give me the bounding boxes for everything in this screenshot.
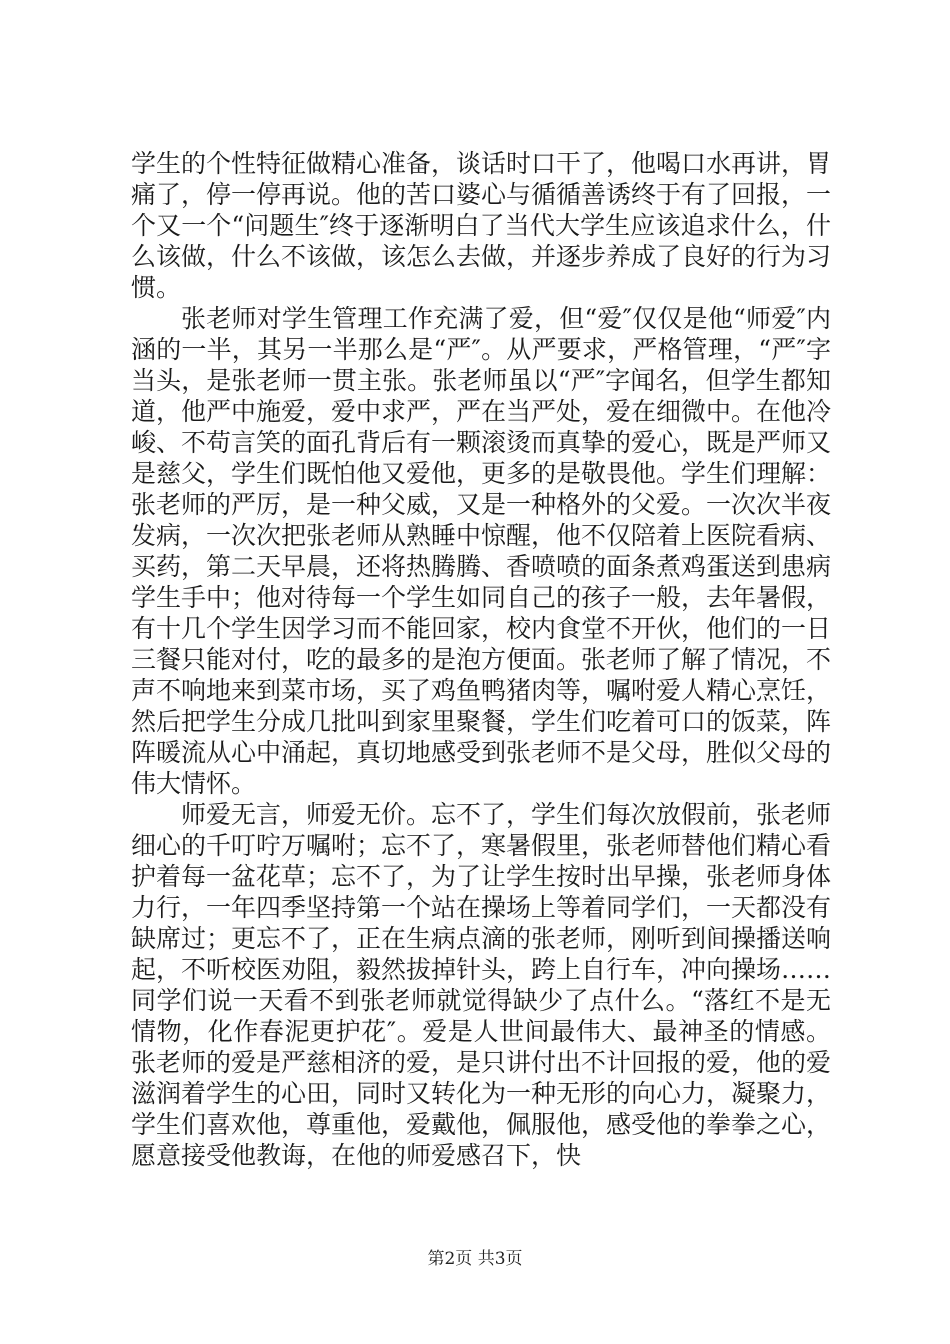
- page-number-footer: 第2页 共3页: [427, 1249, 523, 1269]
- paragraph-strict-love: 张老师对学生管理工作充满了爱，但“爱″仅仅是他“师爱″内涵的一半，其另一半那么是“严″。从严要求，严格管理，“严″字当头，是张老师一贯主张。张老师虽以“严″字闻名，但学生都知道，他严中施爱，爱中求严，严在当严处，爱在细微中。在他冷峻、不苟言笑的面孔背后有一颗滚烫而真挚的爱心，既是严师又是慈父，学生们既怕他又爱他，更多的是敬畏他。学生们理解：张老师的严厉，是一种父威，又是一种格外的父爱。一次次半夜发病，一次次把张老师从熟睡中惊醒，他不仅陪着上医院看病、买药，第二天早晨，还将热腾腾、香喷喷的面条煮鸡蛋送到患病学生手中；他对待每一个学生如同自己的孩子一般，去年暑假，有十几个学生因学习而不能回家，校内食堂不开伙，他们的一日三餐只能对付，吃的最多的是泡方便面。张老师了解了情况，不声不响地来到菜市场，买了鸡鱼鸭猪肉等，嘱咐爱人精心烹饪，然后把学生分成几批叫到家里聚餐，学生们吃着可口的饭菜，阵阵暖流从心中涌起，真切地感受到张老师不是父母，胜似父母的伟大情怀。: [131, 304, 832, 798]
- paragraph-continuation: 学生的个性特征做精心准备，谈话时口干了，他喝口水再讲，胃痛了，停一停再说。他的苦口婆心与循循善诱终于有了回报，一个又一个“问题生″终于逐渐明白了当代大学生应该追求什么，什么该做，什么不该做，该怎么去做，并逐步养成了良好的行为习惯。: [131, 149, 832, 302]
- paragraph-silent-love: 师爱无言，师爱无价。忘不了，学生们每次放假前，张老师细心的千叮咛万嘱咐；忘不了，寒暑假里，张老师替他们精心看护着每一盆花草；忘不了，为了让学生按时出早操，张老师身体力行，一年四季坚持第一个站在操场上等着同学们，一天都没有缺席过；更忘不了，正在生病点滴的张老师，刚听到间操播送响起，不听校医劝阻，毅然拔掉针头，跨上自行车，冲向操场……同学们说一天看不到张老师就觉得缺少了点什么。“落红不是无情物，化作春泥更护花″。爱是人世间最伟大、最神圣的情感。张老师的爱是严慈相济的爱，是只讲付出不计回报的爱，他的爱滋润着学生的心田，同时又转化为一种无形的向心力，凝聚力，学生们喜欢他，尊重他，爱戴他，佩服他，感受他的拳拳之心，愿意接受他教诲，在他的师爱感召下，快: [131, 800, 832, 1170]
- document-body: [131, 148, 831, 1171]
